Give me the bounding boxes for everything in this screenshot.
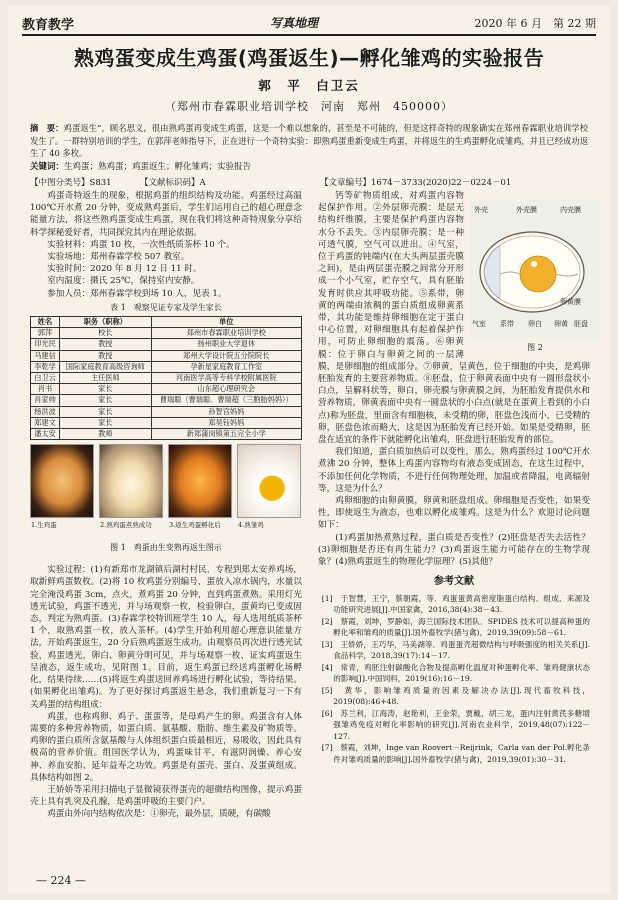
table-cell: 肖家帅: [31, 395, 60, 406]
clc-number: 【中图分类号】S831: [30, 178, 112, 188]
materials-line: 实验材料：鸡蛋 10 枚，一次性纸质茶杯 10 个。: [47, 239, 235, 250]
abstract-text: 鸡蛋返生”，顾名思义，很由熟鸡蛋再变成生鸡蛋，这是一个难以想象的，甚至是不可能的，但是这样奇特的现象确实在郑州春霖职业培训学校发生了。一群特别培训的学生，在郭萍老师指导下，正在进行一个奇特实验：即熟鸡蛋重新变成生鸡蛋，并将返生的生鸡蛋孵化成雏鸡，并且已经成功返生了 40 多枚。: [30, 123, 588, 158]
right-column: [318, 190, 590, 765]
table-cell: 河南医学高等专科学校附属医院: [151, 373, 301, 384]
photo-chick: [237, 444, 301, 530]
label-germinal-disc: 胚盘: [574, 320, 588, 328]
table-cell: 家长: [59, 417, 151, 428]
left-column: [30, 190, 302, 821]
table-cell: 郑州市春霖职业培训学校: [151, 328, 301, 339]
table-cell: 校长: [59, 328, 151, 339]
table-cell: 主任医师: [59, 373, 151, 384]
reference-item: [5] 黄华，影响雏鸡质量的因素及解决办法[J].现代畜牧科技，2019(08):46+48.: [321, 685, 590, 706]
table-row: [31, 384, 302, 395]
table-cell: 家长: [59, 384, 151, 395]
table-cell: 白卫云: [31, 373, 60, 384]
table-cell: 扬州职业大学退休: [151, 339, 301, 350]
table-cell: 曹瑞聪（曹瑞聪、曹瑞超（三胞胎妈妈））: [151, 395, 301, 406]
figure-2-caption: 图 2: [527, 343, 543, 352]
table-cell: 孕新星家庭教育工作室: [151, 361, 301, 372]
label-chalaza: 系带: [500, 320, 514, 328]
photo-cooked-egg: [99, 444, 163, 530]
table-cell: 新郑蒲岗镇第五完全小学: [151, 429, 301, 440]
table-cell: 家长: [59, 395, 151, 406]
table-header-cell: 单位: [151, 317, 301, 328]
table-cell: 马建信: [31, 350, 60, 361]
table-cell: 教授: [59, 350, 151, 361]
photo-caption: 4.熟雏鸡: [238, 521, 264, 530]
affiliation: （郑州市春霖职业培训学校 河南 郑州 450000）: [165, 100, 453, 113]
table-cell: 教授: [59, 339, 151, 350]
structure-paragraph: 鸡蛋，也称鸡卵、鸡子、蛋蛋等，是母鸡产生的卵。鸡蛋含有人体需要的多种营养物质，如蛋白质、氨基酸、脂肪、维生素及矿物质等。鸡卵的蛋白质所含氨基酸与人体组织蛋白质最相近，易吸收，因此具有极高的营养价值。组国医学认为，鸡蛋味甘平，有滋阴润燥、养心安神、养血安胎、延年益寿之功效。鸡蛋是有蛋壳、蛋白、及蛋黄组成。具体结构如图 2。: [30, 711, 302, 783]
references-title: 参考文献: [434, 576, 474, 588]
table-cell: 孙智宫妈妈: [151, 406, 301, 417]
table-header-cell: 姓名: [31, 317, 60, 328]
label-albumen: 卵白: [528, 320, 542, 328]
label-air-cell: 气室: [472, 320, 486, 328]
table-cell: 杨洪波: [31, 406, 60, 417]
table-row: [31, 373, 302, 384]
journal-column: 教育教学: [22, 18, 75, 33]
table-cell: 潘太安: [31, 429, 60, 440]
header-rule: [22, 34, 596, 36]
intro-paragraph: 鸡蛋奇特返生的现象，根据鸡蛋的组织结构及功能。鸡蛋经过高温 100℃开水煮 20 分钟，变成熟鸡蛋后，学生们运用自己的超心理意念能量方法，将这些熟鸡蛋变成生鸡蛋，现在我们将这种奇特现象分享给科学探秘爱好者，共同探究其内在理论依据。: [30, 191, 302, 238]
label-yolk: 卵黄: [554, 320, 568, 328]
table-cell: 家长: [59, 406, 151, 417]
reference-item: [3] 王娇娇，王巧华，马美湖等．鸡蛋蛋壳超微结构与呼吸强度的相关关系[J].食品科学，2018,39(17):14－17.: [321, 639, 590, 660]
discussion-paragraph: (1)鸡蛋加热煮熟过程，蛋白质是否变性？(2)胚盘是否失去活性？(3)卵细胞是否还有再生能力？(3)鸡蛋返生能力可能存在的生物学现象？(4)熟鸡蛋返生的物理化学原理？(5)其他？: [318, 532, 590, 568]
structure-list-paragraph: 钙等矿物质组成，对鸡蛋内容物起保护作用。②外层卵壳膜：是层无结构纤维膜，主要是保护鸡蛋内容物水分不丢失。③内层卵壳膜：是一种可透气膜，空气可以进出。④气室，位于鸡蛋的钝端内(在大头两层蛋壳膜之间)，是由两层蛋壳膜之间常分开形成一个小气室，贮存空气，具有胚胎发育时供应其呼吸功能。⑤系带，卵黄的两端由浓稠的蛋白质组成卵黄系带，其功能是维持卵细胞在定于蛋白中心位置，对卵细胞具有起着保护作用，可防止卵细胞的震荡。⑥卵黄膜：位于卵白与卵黄之间的一层薄膜，是卵细胞的组成部分。⑦卵黄，呈黄色，位于细胞的中央，是鸡卵胚胎发育的主要营养物质。⑧胚盘，位于卵黄表面中央有一圆形盘状小白点，呈解料状等，卵白，卵壳膜与卵黄膜之间，为胚胎发育提供水和营养物质，卵黄表面中央有一圆盘状的小白点(就是在蛋黄上看到的小白点)称为胚盘，里面含有细胞核，未受精的卵，胚盘色浅而小，已受精的卵，胚盘色浓而略大，这是因为胚胎发育已经开始。如果是受精卵，胚盘在适宜的条件下就能孵化出雏鸡，胚盘进行胚胎发育的部位。: [318, 191, 590, 446]
photo-reverted-egg: [168, 444, 232, 530]
abstract: [30, 122, 588, 160]
reference-item: [6] 苏兰利，江海涛，赵艳利，王金荣，贾戴，胡三龙，蛋内注射黄芪多糖增强雏鸡免疫对孵化率影响的研究[J].河南农业科学，2019,48(07):122－127.: [321, 708, 590, 741]
closing-paragraph: 鸡蛋由外向内结构依次是：①卵壳，最外层，质硬，有碳酸: [47, 809, 271, 820]
table-cell: 郑昊钰妈妈: [151, 417, 301, 428]
table-cell: 肖书: [31, 384, 60, 395]
article-number: 【文章编号】1674－3733(2020)22－0224－01: [320, 178, 512, 188]
table-row: [31, 361, 302, 372]
table-cell: 教师: [59, 429, 151, 440]
table-cell: 李乾学: [31, 361, 60, 372]
table-row: [31, 395, 302, 406]
table-header-cell: 职务（职称）: [59, 317, 151, 328]
study-paragraph: 王娇娇等采用扫描电子显微镜获得蛋壳的超微结构图像，提示鸡蛋壳上具有乳突及孔腺，是鸡蛋呼吸的主要门户。: [30, 784, 302, 808]
table-row: [31, 350, 302, 361]
table-cell: 山东超心理研究会: [151, 384, 301, 395]
reference-item: [2] 蔡霞，刘坤，罗静如，海兰国际技术团队．SPIDES 技术可以提高种蛋的孵化率和雏鸡的质量[J].国外畜牧学(猪与禽)，2019,39(09):58－61.: [321, 616, 590, 637]
reference-item: [1] 于智慧，王宁，蔡朝霞，等．鸡蛋蛋黄高密度脂蛋白结构、组成、来源及功能研究进展[J].中国家禽，2016,38(4):38－43.: [321, 593, 590, 614]
keywords: [30, 160, 588, 172]
figure-2-float: [464, 190, 590, 356]
photo-caption: 2.熟鸡蛋煮熟成功: [100, 521, 152, 530]
process-paragraph: 实验过程：(1)有新郑市龙湖镇后湖村村民，专程到郑太安养鸡场，取新鲜鸡蛋数枚。(2)将 10 枚鸡蛋分别编号，蛋放入凉水锅内，水量以完全淹没鸡蛋 3cm，点火，煮鸡蛋 20 分钟，直到鸡蛋煮熟。采用灯光透光试验，鸡蛋不透光，并与场观察一枚，检验卵白，蛋黄均已变成固态，判定为熟鸡蛋。(3)春霖学校特训班学生 10 人，每人选用纸质茶杯 1 个，取熟鸡蛋一枚，放入茶杯。(4)学生开始利用超心理意识能量方法，开始鸡蛋返生，20 分后熟鸡蛋返生成功。由观察员再次进行透光试验，鸡蛋透光，卵白、卵黄分明可见，并与场观察一枚，证实鸡蛋返生呈液态，返生成功，见附图 1。目前，返生鸡蛋已经送鸡蛋孵化场孵化，结果待续……(5)将返生鸡蛋送回养鸡场进行孵化试验，等待结果。(如果孵化出雏鸡)。为了更好探讨鸡蛋返生悬念，我们重新复习一下有关鸡蛋的结构组成：: [30, 565, 302, 710]
abstract-label: 摘 要：: [30, 123, 64, 133]
reference-item: [4] 常青，鸡胚注射碳酸化合物及提高孵化温度对种蛋孵化率、雏鸡健康状态的影响[J].中国饲料，2019(16):16－19.: [321, 662, 590, 683]
table-cell: 国际家庭教育高级咨询师: [59, 361, 151, 372]
running-header: [22, 12, 596, 34]
table-caption: 表 1 观察见证专家及学生家长: [110, 302, 222, 312]
photo-caption: 1.生鸡蛋: [31, 521, 57, 530]
references-list: [318, 593, 590, 766]
table-cell: 印光民: [31, 339, 60, 350]
table-cell: 郑州大学设计院五分院院长: [151, 350, 301, 361]
authors: 郭 平 白卫云: [258, 78, 360, 93]
doc-code: 【文献标识码】A: [140, 178, 206, 188]
label-shell: 外壳: [474, 206, 488, 214]
paper-title: 熟鸡蛋变成生鸡蛋(鸡蛋返生)—孵化雏鸡的实验报告: [73, 46, 545, 70]
people-line: 参加人员：郑州春霖学校到场 10 人，见表 1。: [47, 288, 227, 299]
journal-name: 写真地理: [270, 16, 319, 30]
label-outer-membrane: 外壳膜: [516, 206, 537, 214]
time-line: 实验时间：2020 年 8 月 12 日 11 时。: [47, 264, 202, 275]
table-row: [31, 339, 302, 350]
photo-caption: 3.返生鸡蛋孵化后: [169, 521, 221, 530]
table-row: [31, 417, 302, 428]
table-cell: 郑建文: [31, 417, 60, 428]
paper-page: [8, 6, 610, 894]
figure-1: [30, 444, 302, 564]
label-inner-membrane: 内壳膜: [560, 206, 581, 214]
keywords-text: 生鸡蛋；熟鸡蛋；鸡蛋返生；孵化雏鸡；实验报告: [64, 162, 252, 172]
table-row: [31, 429, 302, 440]
table-row: [31, 328, 302, 339]
page-number: — 224 —: [36, 874, 86, 887]
table-row: [31, 406, 302, 417]
witness-table: [30, 316, 302, 440]
keywords-label: 关键词：: [30, 162, 65, 172]
denature-paragraph: 我们知道，蛋白质加热后可以变性，那么，熟鸡蛋经过 100℃开水煮沸 20 分钟，整体上鸡蛋内容物均有液态变成固态，在这生过程中，不添加任何化学物质，不进行任何物理处理，加温或者降温，电离辐射等，这是为什么？: [318, 447, 590, 494]
photo-raw-egg: [30, 444, 94, 530]
env-line: 室内温度：摄氏 25℃，保持室内安静。: [47, 276, 200, 287]
site-line: 实验场地：郑州春霖学校 507 教室。: [47, 252, 190, 263]
reference-item: [7] 蔡霞，刘坤，Inge van Roovert－Reijrink，Carla van der Pol.孵化条件对雏鸡质量的影响[J].国外畜牧学(猪与禽)，2019,39(01):30－31.: [321, 743, 590, 764]
label-yolk-membrane: 卵黄膜: [560, 298, 581, 306]
figure-1-caption: 图 1 鸡蛋由生变熟再返生图示: [110, 543, 222, 553]
issue-info: 2020 年 6 月 第 22 期: [474, 17, 596, 30]
question-paragraph: 鸡卵细胞的由卵黄膜，卵黄和胚盘组成。卵细胞是否变性，如果变性，即使返生为液态，也难以孵化成雏鸡。这是为什么？欢迎讨论问题如下：: [318, 496, 590, 531]
table-cell: 郭萍: [31, 328, 60, 339]
